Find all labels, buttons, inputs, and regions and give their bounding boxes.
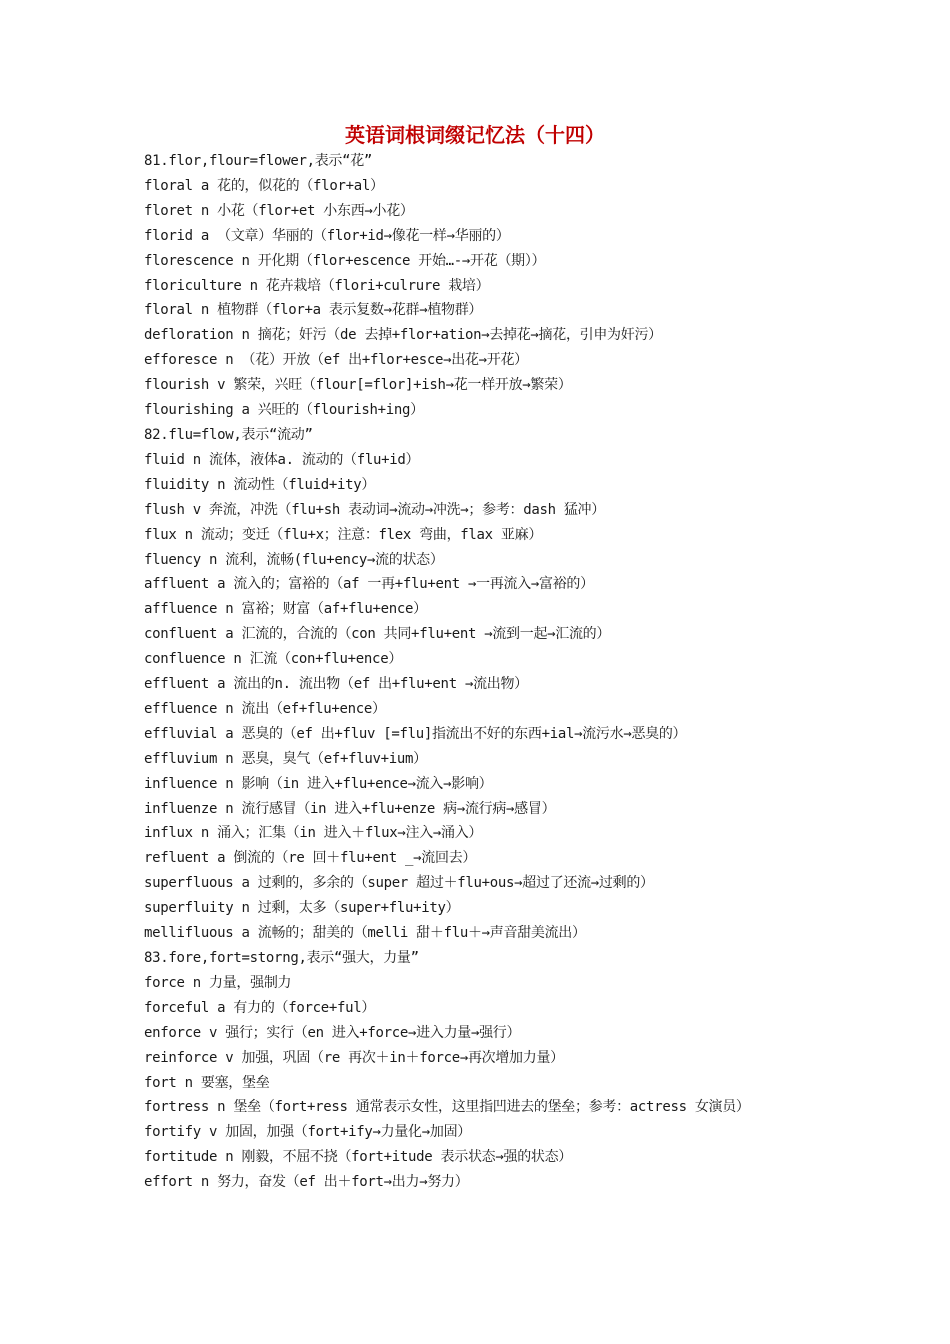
text-line: floral n 植物群（flor+a 表示复数→花群→植物群） — [144, 302, 483, 319]
text-line: influx n 涌入；汇集（in 进入＋flux→注入→涌入） — [144, 825, 483, 842]
text-line: flourishing a 兴旺的（flourish+ing） — [144, 402, 424, 419]
text-line: 81.flor,flour=flower,表示“花” — [144, 153, 373, 169]
text-line: floret n 小花（flor+et 小东西→小花） — [144, 202, 414, 219]
text-line: fluidity n 流动性（fluid+ity） — [144, 476, 376, 493]
section-heading: 82.flu=flow,表示“流动” — [144, 426, 313, 443]
text-line: affluent a 流入的；富裕的（af 一再+flu+ent →一再流入→富裕的） — [144, 576, 594, 593]
text-line: fort n 要塞，堡垒 — [144, 1074, 270, 1091]
text-line: superfluous a 过剩的，多余的（super 超过＋flu+ous→超过了还流→过剩的） — [144, 875, 654, 892]
text-line: reinforce v 加强，巩固（re 再次＋in＋force→再次增加力量） — [144, 1049, 564, 1066]
text-line: confluence n 汇流（con+flu+ence） — [144, 651, 403, 668]
text-line: defloration n 摘花；奸污（de 去掉+flor+ation→去掉花→摘花，引申为奸污） — [144, 327, 662, 344]
text-line: flourish v 繁荣，兴旺（flour[=flor]+ish→花一样开放→繁荣） — [144, 377, 572, 394]
text-line: effluvium n 恶臭，臭气（ef+fluv+ium） — [144, 750, 427, 767]
text-line: flux n 流动；变迁（flu+x；注意：flex 弯曲，flax 亚麻） — [144, 526, 543, 543]
section-heading: 83.fore,fort=storng,表示“强大，力量” — [144, 950, 419, 966]
text-line: flush v 奔流，冲洗（flu+sh 表动词→流动→冲洗→；参考：dash 猛冲） — [144, 501, 605, 518]
document-body — [144, 149, 812, 1195]
text-line: fortify v 加固，加强（fort+ify→力量化→加固） — [144, 1124, 471, 1141]
text-line: fluency n 流利，流畅(flu+ency→流的状态） — [144, 551, 444, 568]
page-title: 英语词根词缀记忆法（十四） — [345, 123, 605, 147]
text-line: effluence n 流出（ef+flu+ence） — [144, 700, 386, 717]
text-line: floriculture n 花卉栽培（flori+culrure 栽培） — [144, 277, 490, 294]
text-line: effluvial a 恶臭的（ef 出+fluv [=flu]指流出不好的东西+ial→流污水→恶臭的） — [144, 725, 687, 742]
text-line: superfluity n 过剩，太多（super+flu+ity） — [144, 900, 460, 917]
text-line: florescence n 开化期（flor+escence 开始…-→开花（期）） — [144, 252, 546, 269]
text-line: fortress n 堡垒（fort+ress 通常表示女性，这里指凹进去的堡垒；参考：actress 女演员） — [144, 1099, 750, 1116]
text-line: enforce v 强行；实行（en 进入+force→进入力量→强行） — [144, 1024, 521, 1041]
text-line: effluent a 流出的n. 流出物（ef 出+flu+ent →流出物） — [144, 676, 528, 693]
text-line: refluent a 倒流的（re 回＋flu+ent _→流回去） — [144, 850, 477, 867]
text-line: fortitude n 刚毅，不屈不挠（fort+itude 表示状态→强的状态） — [144, 1149, 572, 1166]
text-line: forceful a 有力的（force+ful） — [144, 999, 376, 1016]
text-line: fluid n 流体，液体a. 流动的（flu+id） — [144, 451, 420, 468]
text-line: efforesce n （花）开放（ef 出+flor+esce→出花→开花） — [144, 352, 528, 369]
text-line: influenze n 流行感冒（in 进入+flu+enze 病→流行病→感冒） — [144, 800, 556, 817]
text-line: effort n 努力，奋发（ef 出＋fort→出力→努力） — [144, 1174, 469, 1191]
text-line: mellifluous a 流畅的；甜美的（melli 甜＋flu＋→声音甜美流出） — [144, 925, 586, 942]
text-line: affluence n 富裕；财富（af+flu+ence） — [144, 601, 427, 618]
text-line: force n 力量，强制力 — [144, 974, 292, 991]
text-line: floral a 花的，似花的（flor+al） — [144, 177, 384, 194]
text-line: influence n 影响（in 进入+flu+ence→流入→影响） — [144, 775, 493, 792]
text-line: florid a （文章）华丽的（flor+id→像花一样→华丽的） — [144, 227, 510, 244]
text-line: confluent a 汇流的，合流的（con 共同+flu+ent →流到一起→汇流的） — [144, 626, 611, 643]
